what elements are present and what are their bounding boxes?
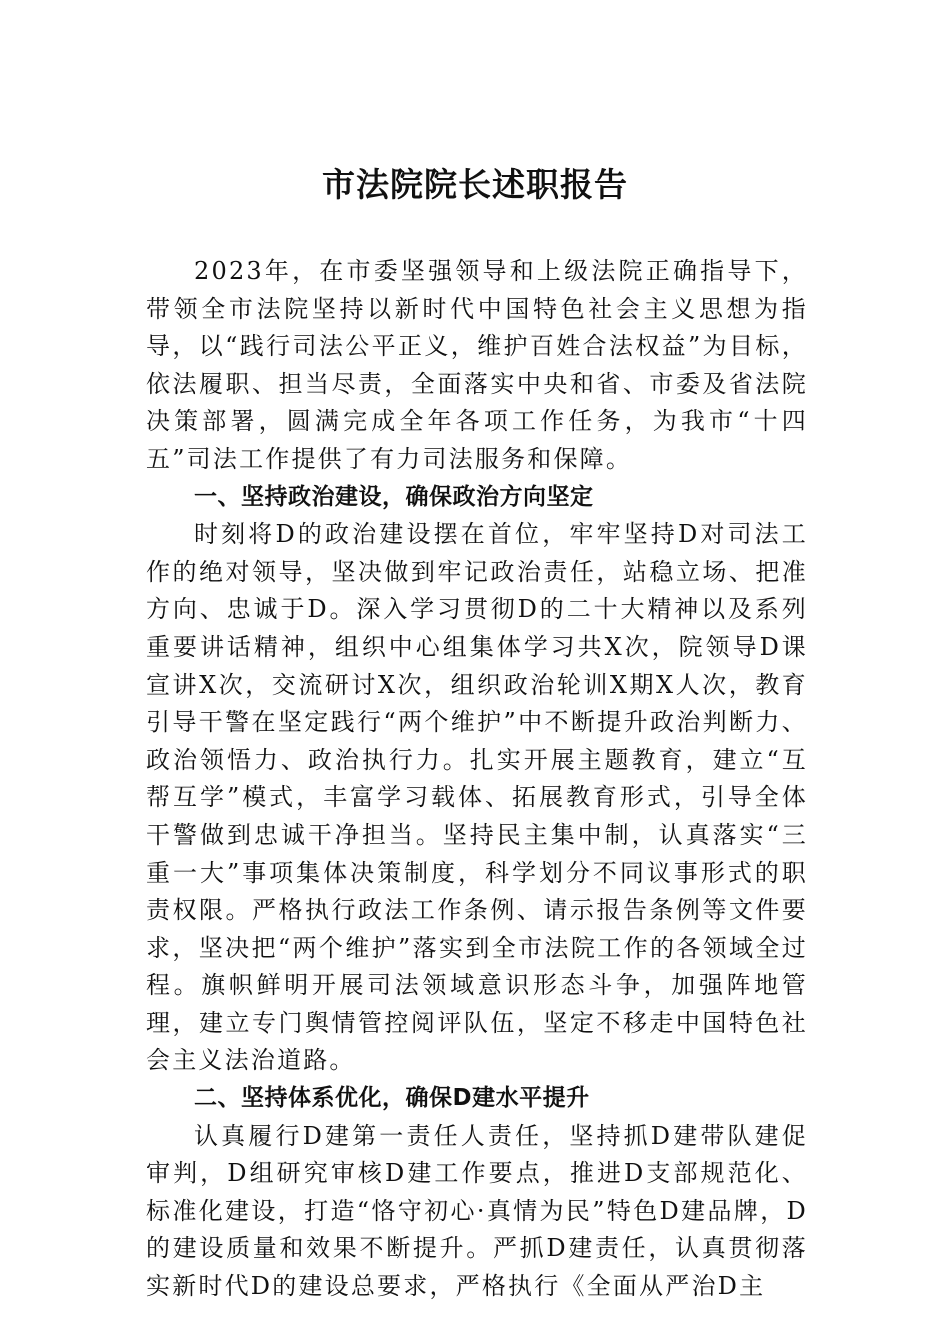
section-paragraph-1: 时刻将D的政治建设摆在首位，牢牢坚持D对司法工作的绝对领导，坚决做到牢记政治责任，站稳立场、把准方向、忠诚于D。深入学习贯彻D的二十大精神以及系列重要讲话精神，组织中心组集体学习共X次，院领导D课宣讲X次，交流研讨X次，组织政治轮训X期X人次，教育引导干警在坚定践行“两个维护”中不断提升政治判断力、政治领悟力、政治执行力。扎实开展主题教育，建立“互帮互学”模式，丰富学习载体、拓展教育形式，引导全体干警做到忠诚干净担当。坚持民主集中制，认真落实“三重一大”事项集体决策制度，科学划分不同议事形式的职责权限。严格执行政法工作条例、请示报告条例等文件要求，坚决把“两个维护”落实到全市法院工作的各领域全过程。旗帜鲜明开展司法领域意识形态斗争，加强阵地管理，建立专门舆情管控阅评队伍，坚定不移走中国特色社会主义法治道路。 xyxy=(146,520,808,1075)
document-body xyxy=(146,253,808,1306)
section-heading-2: 二、坚持体系优化，确保D建水平提升 xyxy=(194,1085,590,1112)
document-title: 市法院院长述职报告 xyxy=(322,165,628,204)
intro-paragraph: 2023年，在市委坚强领导和上级法院正确指导下，带领全市法院坚持以新时代中国特色社会主义思想为指导，以“践行司法公平正义，维护百姓合法权益”为目标，依法履职、担当尽责，全面落实中央和省、市委及省法院决策部署，圆满完成全年各项工作任务，为我市“十四五”司法工作提供了有力司法服务和保障。 xyxy=(146,257,808,473)
section-heading-1: 一、坚持政治建设，确保政治方向坚定 xyxy=(194,483,594,510)
section-paragraph-2: 认真履行D建第一责任人责任，坚持抓D建带队建促审判，D组研究审核D建工作要点，推进D支部规范化、标准化建设，打造“恪守初心·真情为民”特色D建品牌，D的建设质量和效果不断提升。严抓D建责任，认真贯彻落实新时代D的建设总要求，严格执行《全面从严治D主 xyxy=(146,1121,808,1301)
